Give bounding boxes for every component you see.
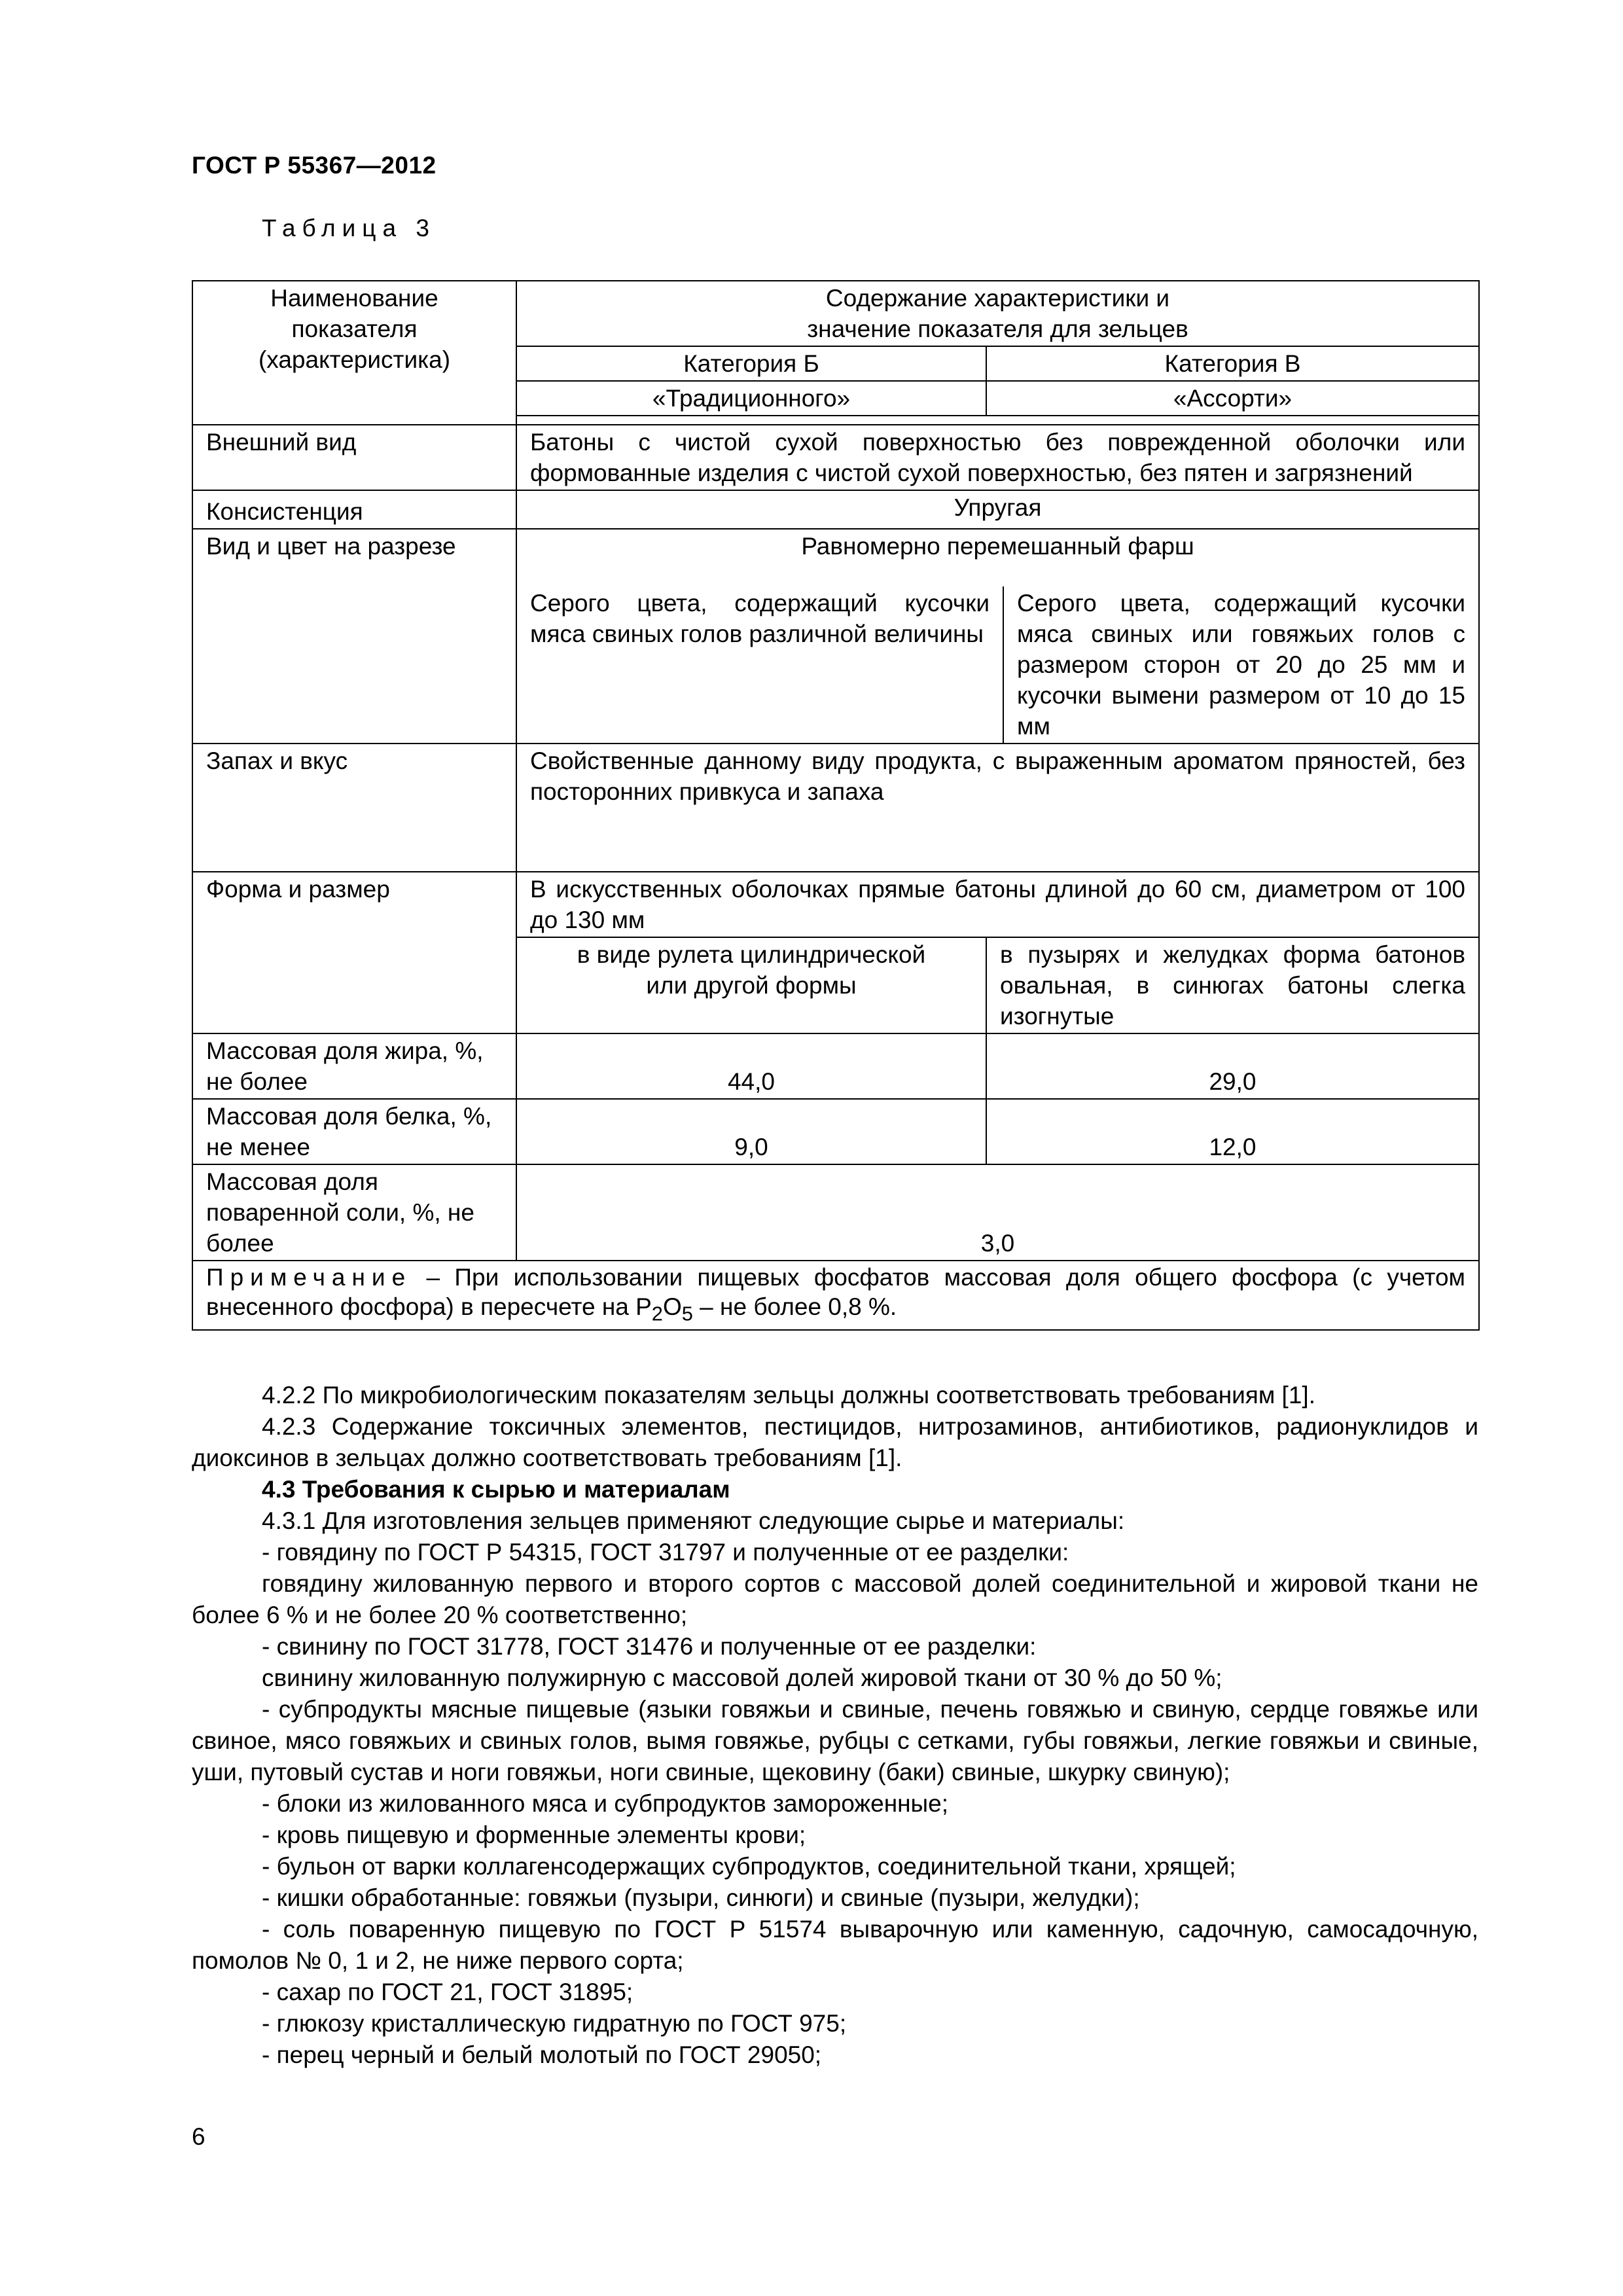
row-label-shape: Форма и размер [192,872,516,1033]
specification-table [192,280,1480,1331]
table-row [192,425,1479,490]
note-text-after: – не более 0,8 %. [692,1293,897,1320]
table-row [192,872,1479,937]
row-value-salt: 3,0 [516,1164,1479,1261]
row-label-salt: Массовая доля поваренной соли, %, не более [192,1164,516,1261]
paragraph-4-2-2: 4.2.2 По микробиологическим показателям зельцы должны соответствовать требованиям [1]. [262,1382,1315,1408]
row-value-shape-v: в пузырях и желудках форма батонов овальная, в синюгах батоны слегка изогнутые [986,937,1479,1033]
table-row [192,529,1479,586]
row-value-consistency: Упругая [516,490,1479,529]
table-row [192,490,1479,529]
list-item-broth: - бульон от варки коллагенсодержащих субпродуктов, соединительной ткани, хрящей; [262,1853,1236,1880]
row-value-smell: Свойственные данному виду продукта, с выраженным ароматом пряностей, без посторонних привкуса и запаха [516,744,1479,872]
note-text-before: – При использовании пищевых фосфатов массовая доля общего фосфора (с учетом внесенного фосфора) в пересчете на P [206,1264,1465,1320]
table-row [192,1099,1479,1164]
table-row [192,1164,1479,1261]
row-value-protein-b: 9,0 [516,1099,986,1164]
table-note [192,1261,1479,1330]
table-row [192,1033,1479,1099]
list-item-beef-trimmed: говядину жилованную первого и второго сортов с массовой долей соединительной и жировой ткани не более 6 % и не более 20 % соответственно; [192,1570,1478,1628]
section-heading-4-3: 4.3 Требования к сырью и материалам [262,1476,730,1503]
list-item-pork-trimmed: свинину жилованную полужирную с массовой долей жировой ткани от 30 % до 50 %; [262,1664,1222,1691]
list-item-offal: - субпродукты мясные пищевые (языки говяжьи и свиные, печень говяжью и свиную, сердце говяжье или свиное, мясо говяжьих и свиных голов, вымя говяжье, рубцы с сетками, губы говяжьи, легкие говяжьи и свиные, уши, путовый сустав и ноги говяжьи, ноги свиные, щековину (баки) свиные, шкурку свиную); [192,1696,1478,1785]
row-value-fat-v: 29,0 [986,1033,1479,1099]
table-caption: Таблица 3 [262,215,436,242]
list-item-pepper: - перец черный и белый молотый по ГОСТ 29050; [262,2041,822,2068]
table-row [192,744,1479,872]
list-item-pork: - свинину по ГОСТ 31778, ГОСТ 31476 и полученные от ее разделки: [262,1633,1037,1660]
page-number: 6 [192,2123,205,2150]
table-note-row [192,1261,1479,1330]
list-item-blood: - кровь пищевую и форменные элементы крови; [262,1821,806,1848]
note-sub-1: 2 [651,1302,663,1325]
row-value-shape-b: в виде рулета цилиндрической или другой формы [516,937,986,1033]
row-value-protein-v: 12,0 [986,1099,1479,1164]
head-name-v: «Ассорти» [986,381,1479,416]
row-label-smell: Запах и вкус [192,744,516,872]
list-item-salt: - соль поваренную пищевую по ГОСТ Р 51574 выварочную или каменную, садочную, самосадочную, помолов № 0, 1 и 2, не ниже первого сорта; [192,1916,1478,1974]
head-indicator-name: Наименование показателя (характеристика) [192,281,516,425]
head-content-title: Содержание характеристики и значение показателя для зельцев [516,281,1479,346]
list-item-casings: - кишки обработанные: говяжьи (пузыри, синюги) и свиные (пузыри, желудки); [262,1884,1140,1911]
row-label-appearance: Внешний вид [192,425,516,490]
row-value-shape-common: В искусственных оболочках прямые батоны длиной до 60 см, диаметром от 100 до 130 мм [516,872,1479,937]
row-label-cut: Вид и цвет на разрезе [192,529,516,744]
list-item-sugar: - сахар по ГОСТ 21, ГОСТ 31895; [262,1979,633,2005]
paragraph-4-2-3: 4.2.3 Содержание токсичных элементов, пестицидов, нитрозаминов, антибиотиков, радионуклидов и диоксинов в зельцах должно соответствовать требованиям [1]. [192,1413,1478,1471]
list-item-glucose: - глюкозу кристаллическую гидратную по ГОСТ 975; [262,2010,847,2037]
row-value-appearance: Батоны с чистой сухой поверхностью без поврежденной оболочки или формованные изделия с чистой сухой поверхностью, без пятен и загрязнений [516,425,1479,490]
row-value-fat-b: 44,0 [516,1033,986,1099]
list-item-beef: - говядину по ГОСТ Р 54315, ГОСТ 31797 и полученные от ее разделки: [262,1539,1069,1566]
document-id: ГОСТ Р 55367—2012 [192,152,437,179]
table-head-row [192,281,1479,346]
note-mid: O [662,1293,682,1320]
row-label-protein: Массовая доля белка, %, не менее [192,1099,516,1164]
list-item-blocks: - блоки из жилованного мяса и субпродуктов замороженные; [262,1790,949,1817]
body-text [192,1380,1478,2071]
row-label-consistency: Консистенция [192,490,516,529]
head-name-b: «Традиционного» [516,381,986,416]
note-sub-2: 5 [681,1302,693,1325]
head-category-v: Категория В [986,346,1479,381]
paragraph-4-3-1: 4.3.1 Для изготовления зельцев применяют следующие сырье и материалы: [262,1507,1125,1534]
row-value-cut-v: Серого цвета, содержащий кусочки мяса свиных или говяжьих голов с размером сторон от 20 до 25 мм и кусочки вымени размером от 10 до 15 мм [1003,586,1479,744]
head-category-b: Категория Б [516,346,986,381]
row-label-fat: Массовая доля жира, %, не более [192,1033,516,1099]
note-label: Примечание [206,1264,412,1291]
row-value-cut-b: Серого цвета, содержащий кусочки мяса свиных голов различной величины [516,586,1003,744]
row-value-cut-common: Равномерно перемешанный фарш [516,529,1479,586]
